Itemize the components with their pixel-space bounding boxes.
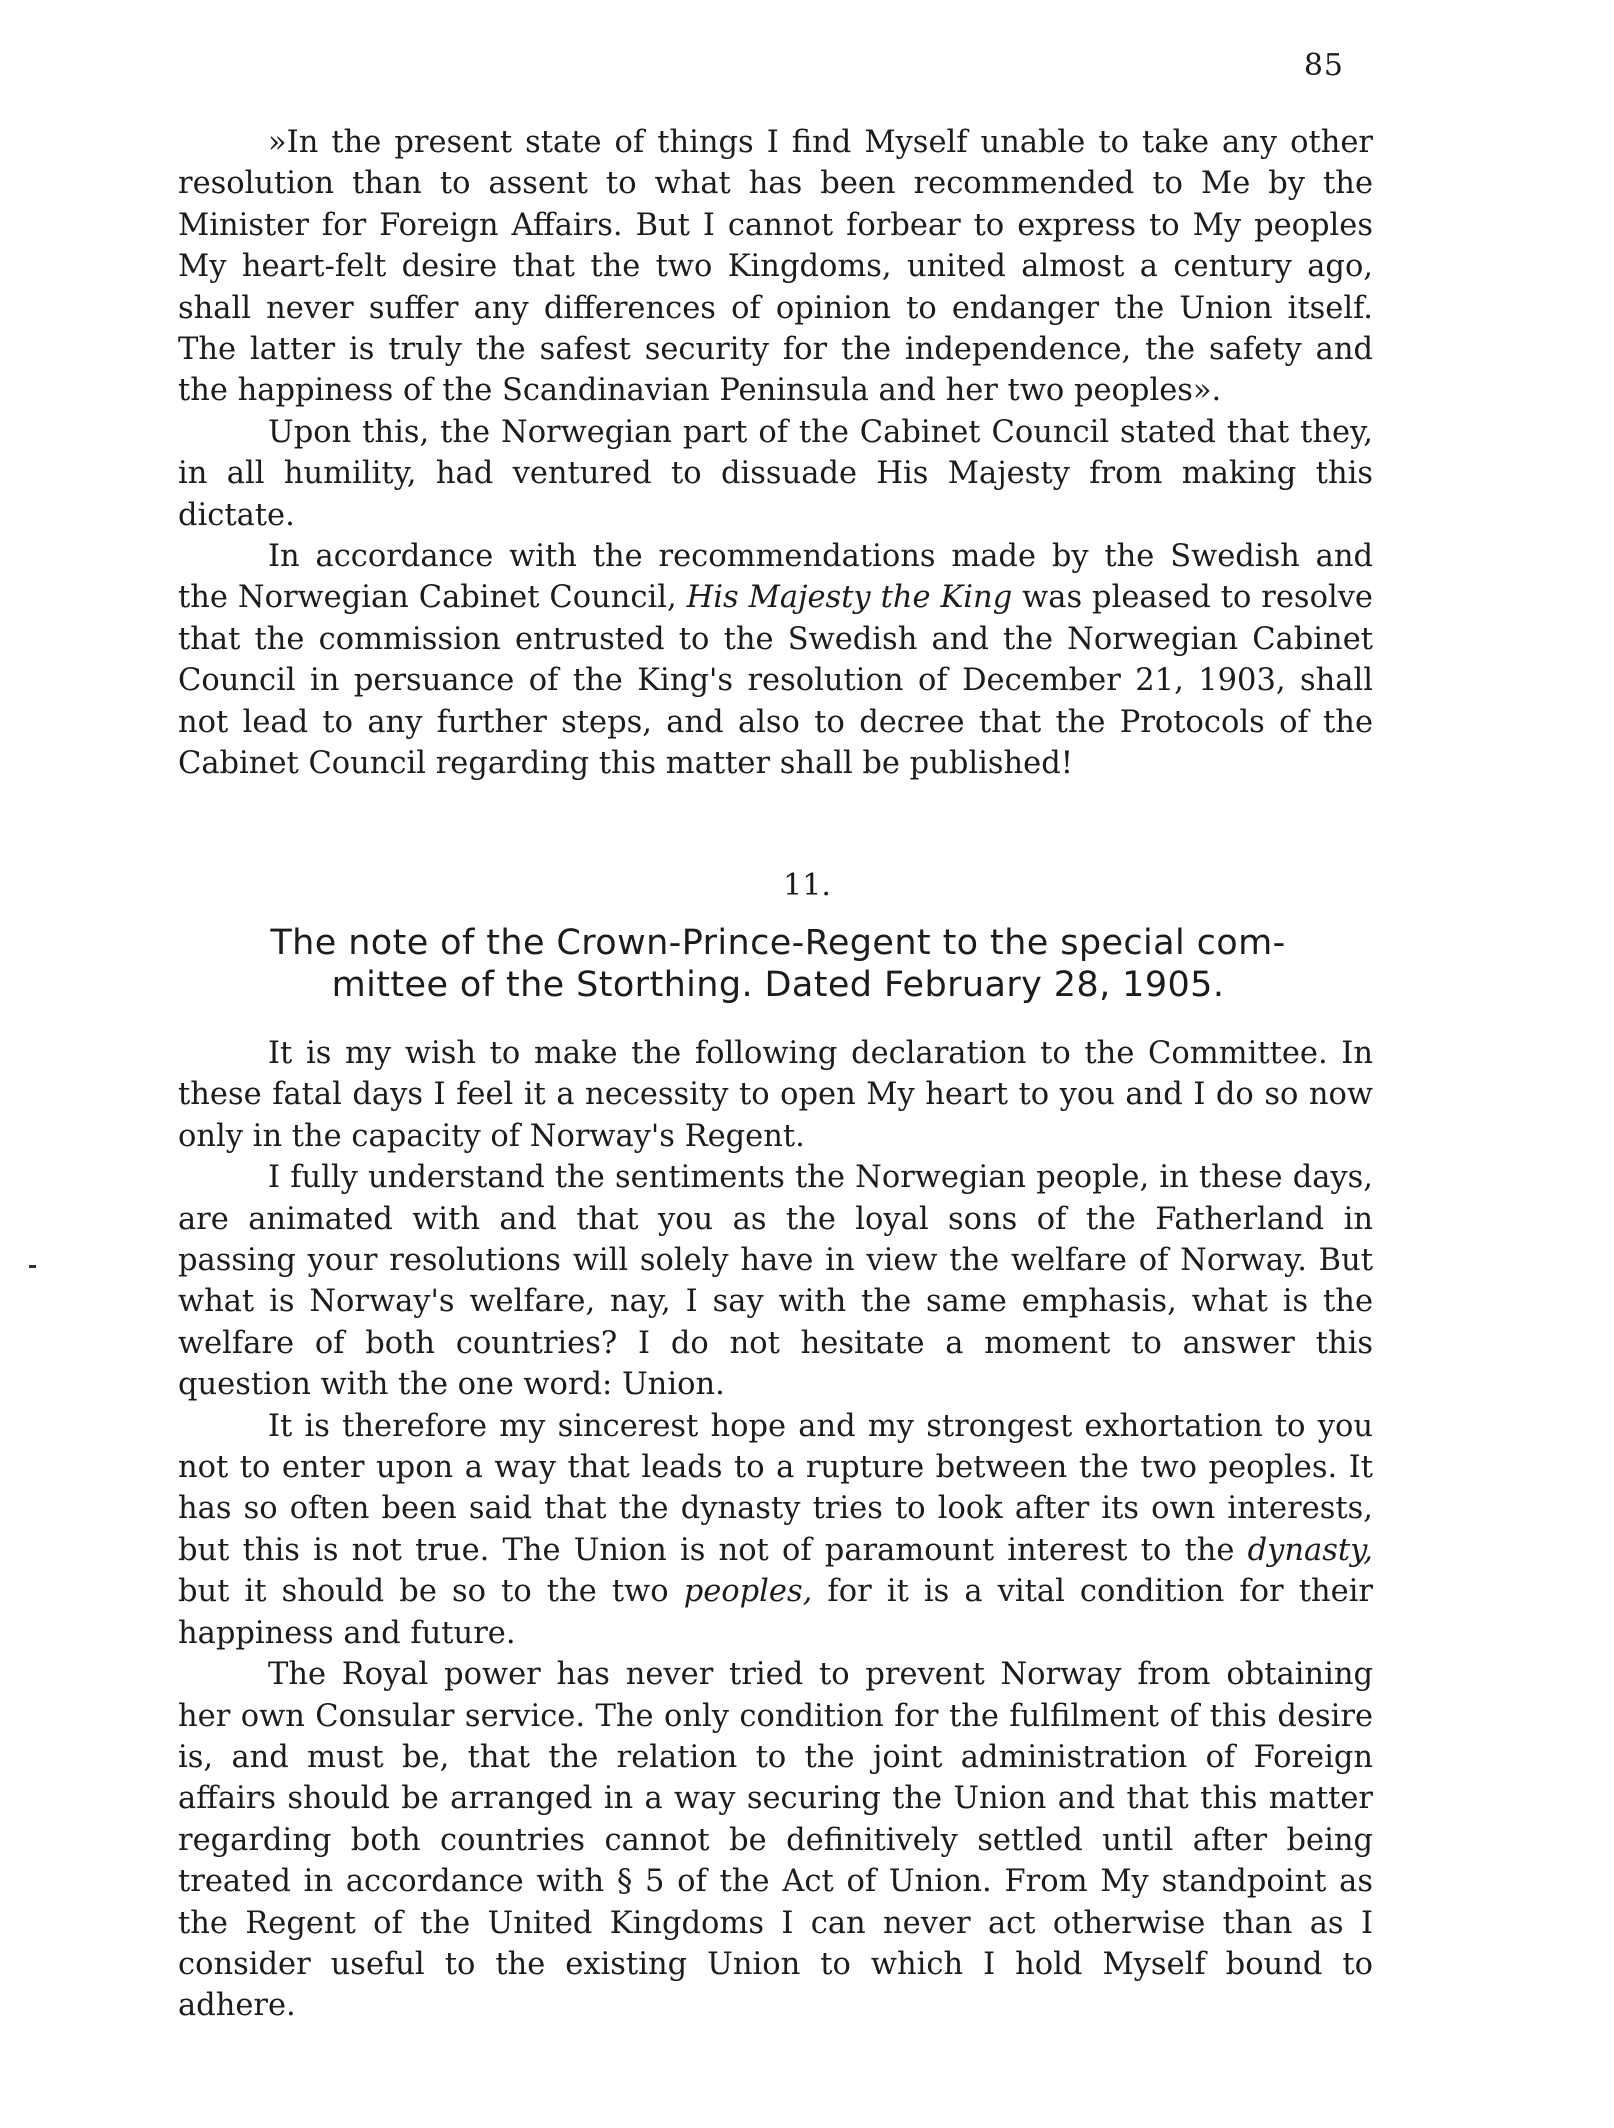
section-heading — [178, 922, 1378, 1006]
exhortation-text-c: for it is a vital condition for their happiness and future. — [178, 1574, 1374, 1651]
paragraph-exhortation — [178, 1406, 1373, 1654]
resolution-text-start: In accordance with the recommendations made by the Swedish and the Norwegian Cabinet Council, — [178, 539, 1373, 616]
exhortation-text-a: It is therefore my sincerest hope and my strongest exhortation to you not to enter upon a way that leads to a rupture between the two peoples. It has so often been said that the dynasty tries to look after its own interests, but this is not true. The Union is not of paramount interest to the — [178, 1408, 1373, 1568]
exhortation-italic-dynasty: dynasty, — [1247, 1532, 1373, 1568]
top-text-block — [178, 122, 1373, 785]
page-number: 85 — [1303, 48, 1344, 83]
paragraph-kings-statement: »In the present state of things I find Myself unable to take any other resolution than to assent to what has been recommended to Me by the Minister for Foreign Affairs. But I cannot forbear to express to My peoples My heart-felt desire that the two Kingdoms, united almost a century ago, shall never suffer any differences of opinion to endanger the Union itself. The latter is truly the safest security for the independence, the safety and the happiness of the Scandinavian Peninsula and her two peoples». — [178, 125, 1373, 409]
paragraph-consular-service: The Royal power has never tried to prevent Norway from obtaining her own Consular service. The only condition for the fulfilment of this desire is, and must be, that the relation to the joint administration of Foreign affairs should be arranged in a way securing the Union and that this matter regarding both countries cannot be definitively settled until after being treated in accordance with § 5 of the Act of Union. From My standpoint as the Regent of the United Kingdoms I can never act otherwise than as I consider useful to the existing Union to which I hold Myself bound to adhere. — [178, 1657, 1373, 2024]
paragraph-declaration: It is my wish to make the following declaration to the Committee. In these fatal days I feel it a necessity to open My heart to you and I do so now only in the capacity of Norway's Regent. — [178, 1036, 1373, 1154]
paragraph-sentiments: I fully understand the sentiments the Norwegian people, in these days, are animated with and that you as the loyal sons of the Fatherland in passing your resolutions will solely have in view the welfare of Norway. But what is Norway's welfare, nay, I say with the same emphasis, what is the welfare of both countries? I do not hesitate a moment to answer this question with the one word: Union. — [178, 1160, 1373, 1403]
exhortation-text-b: but it should be so to the two — [178, 1574, 669, 1610]
resolution-italic-king: His Majesty the King — [686, 580, 1013, 616]
section-heading-line-2: mittee of the Storthing. Dated February 28, 1905. — [331, 965, 1225, 1005]
paragraph-resolution — [178, 536, 1373, 784]
bottom-text-block — [178, 1033, 1373, 2027]
section-heading-line-1: The note of the Crown-Prince-Regent to the special com- — [270, 923, 1286, 963]
section-number: 11. — [783, 868, 831, 903]
exhortation-italic-peoples: peoples, — [683, 1574, 813, 1610]
scan-mark — [29, 1265, 36, 1268]
paragraph-norwegian-council: Upon this, the Norwegian part of the Cabinet Council stated that they, in all humility, had ventured to dissuade His Majesty from making this dictate. — [178, 414, 1373, 533]
resolution-text-end: was pleased to resolve that the commission entrusted to the Swedish and the Norwegian Cabinet Council in persuance of the King's resolution of December 21, 1903, shall not lead to any further steps, and also to decree that the Protocols of the Cabinet Council regarding this matter shall be published! — [178, 580, 1373, 782]
